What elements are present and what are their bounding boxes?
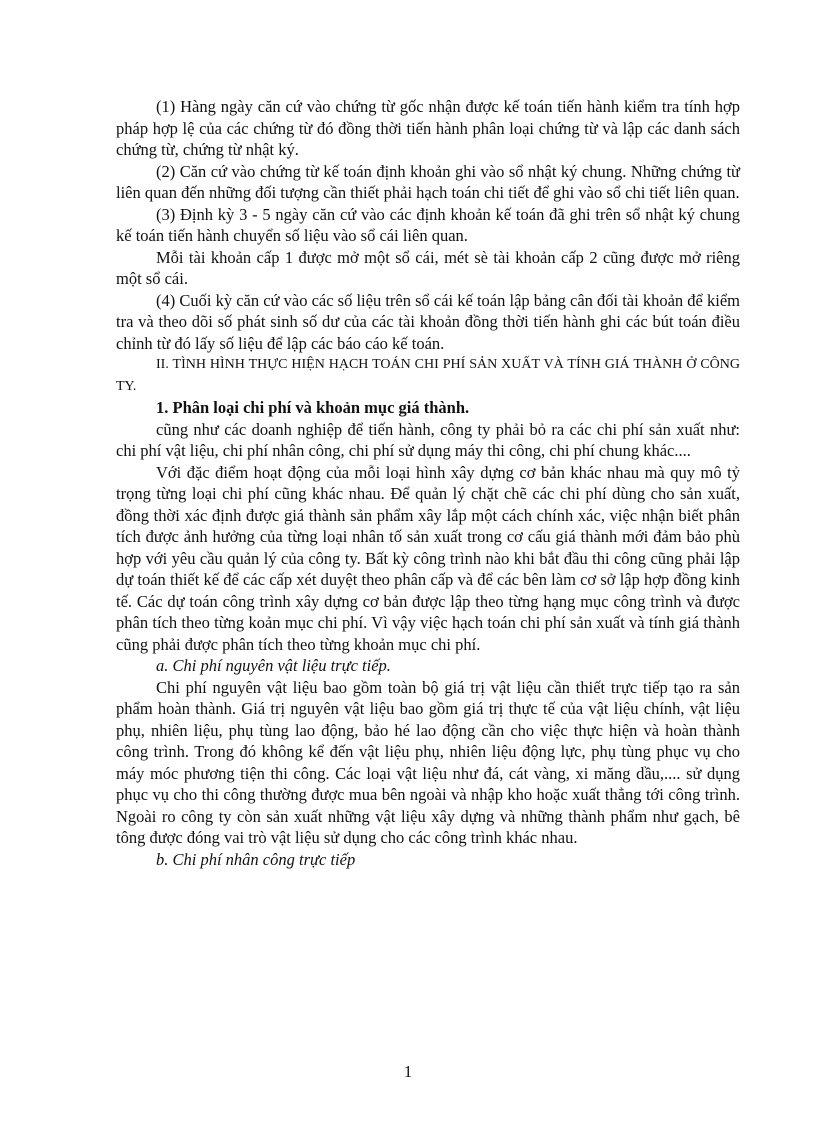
page-number: 1 — [403, 1062, 413, 1081]
subheading-direct-materials: a. Chi phí nguyên vật liệu trực tiếp. — [156, 656, 391, 675]
paragraph-cost-types: cũng như các doanh nghiệp để tiến hành, công ty phải bỏ ra các chi phí sản xuất như: chi phí vật liệu, chi phí nhân công, chi phí sử dụng máy thi công, chi phí chung khác.... — [116, 419, 740, 460]
paragraph-ledger-note: Mỗi tài khoản cấp 1 được mở một sổ cái, mét sè tài khoản cấp 2 cũng được mở riêng một sổ cái. — [116, 247, 740, 288]
subheading-direct-labor: b. Chi phí nhân công trực tiếp — [156, 849, 356, 869]
paragraph-step-1: (1) Hàng ngày căn cứ vào chứng từ gốc nhận được kế toán tiến hành kiểm tra tính hợp pháp hợp lệ của các chứng từ đó đồng thời tiến hành phân loại chứng từ và lập các danh sách chứng từ, chứng từ nhật ký. — [116, 97, 740, 159]
paragraph-step-2: (2) Căn cứ vào chứng từ kế toán định khoản ghi vào sổ nhật ký chung. Những chứng từ liên quan đến những đối tượng cần thiết phải hạch toán chi tiết để ghi vào sổ chi tiết liên quan. — [116, 161, 740, 202]
section-heading: II. TÌNH HÌNH THỰC HIỆN HẠCH TOÁN CHI PHÍ SẢN XUẤT VÀ TÍNH GIÁ THÀNH Ở CÔNG TY. — [116, 357, 740, 394]
document-body — [116, 96, 740, 870]
paragraph-step-3: (3) Định kỳ 3 - 5 ngày căn cứ vào các định khoản kế toán đã ghi trên sổ nhật ký chung kế toán tiến hành chuyển số liệu vào sổ cái liên quan. — [116, 204, 740, 245]
subheading-cost-classification: 1. Phân loại chi phí và khoản mục giá thành. — [156, 398, 470, 417]
paragraph-direct-materials: Chi phí nguyên vật liệu bao gồm toàn bộ giá trị vật liệu cần thiết trực tiếp tạo ra sản phẩm hoàn thành. Giá trị nguyên vật liệu bao gồm giá trị thực tế của vật liệu chính, vật liệu phụ, nhiên liệu, phụ tùng lao động, bảo hé lao động cần cho việc thực hiện và hoàn thành công trình. Trong đó không kể đến vật liệu phụ, nhiên liệu động lực, phụ tùng phục vụ cho máy móc phương tiện thi công. Các loại vật liệu như đá, cát vàng, xi măng dầu,.... sử dụng phục vụ cho thi công thường được mua bên ngoài và nhập kho hoặc xuất thẳng tới công trình. Ngoài ro công ty còn sản xuất những vật liệu xây dựng và những thành phẩm như gạch, bê tông được đóng vai trò vật liệu sử dụng cho các công trình khác nhau. — [116, 677, 740, 847]
paragraph-step-4: (4) Cuối kỳ căn cứ vào các số liệu trên sổ cái kế toán lập bảng cân đối tài khoản để kiểm tra và theo dõi số phát sinh số dư của các tài khoản đồng thời tiến hành ghi các bút toán điều chỉnh từ đó lấy số liệu để lập các báo cáo kế toán. — [116, 290, 740, 353]
paragraph-cost-management: Với đặc điểm hoạt động của mỗi loại hình xây dựng cơ bản khác nhau mà quy mô tỷ trọng từng loại chi phí cũng khác nhau. Để quản lý chặt chẽ các chi phí dùng cho sản xuất, đồng thời xác định được giá thành sản phẩm xây lắp một cách chính xác, việc nhận biết phân tích được ảnh hưởng của từng loại nhân tố sản xuất trong cơ cấu giá thành mới đảm bảo phù hợp với yêu cầu quản lý của công ty. Bất kỳ công trình nào khi bắt đầu thi công cũng phải lập dự toán thiết kế để các cấp xét duyệt theo phân cấp và để các bên làm cơ sở lập hợp đồng kinh tế. Các dự toán công trình xây dựng cơ bản được lập theo từng hạng mục công trình và được phân tích theo từng koản mục chi phí. Vì vậy việc hạch toán chi phí sản xuất và tính giá thành cũng phải được phân tích theo từng khoản mục chi phí. — [116, 462, 740, 654]
